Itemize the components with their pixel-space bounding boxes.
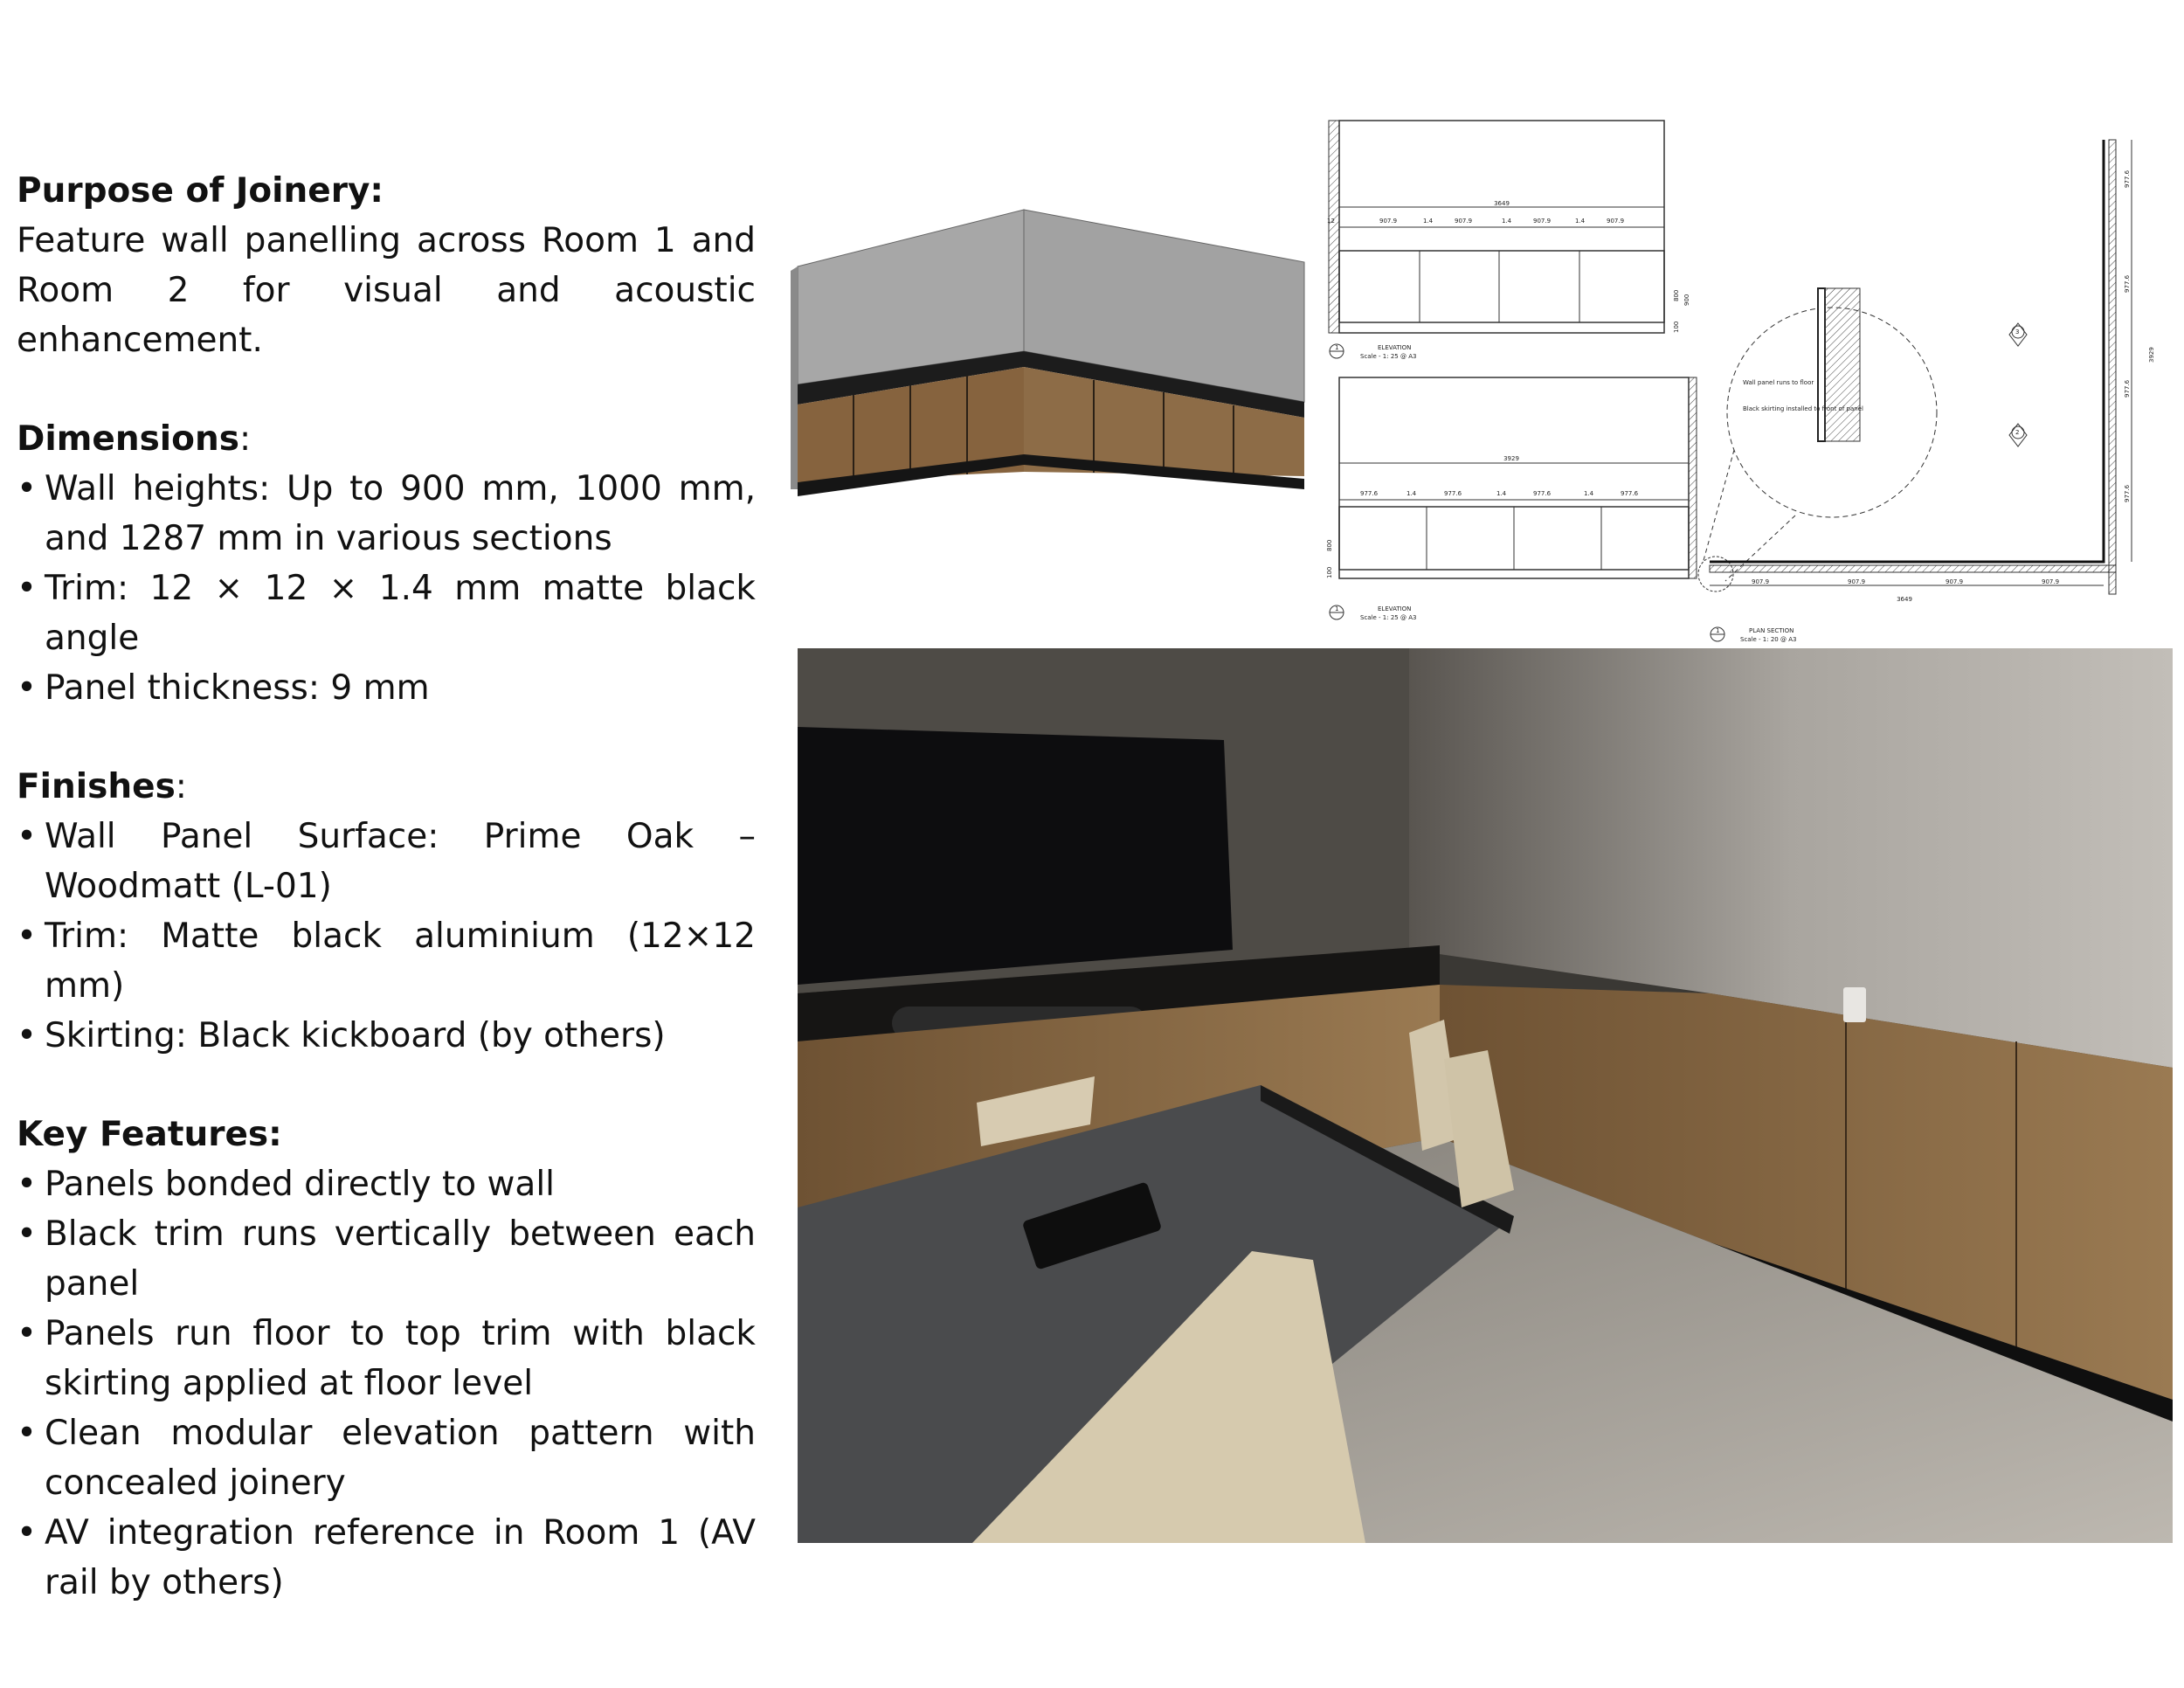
dimensions-heading-line: Dimensions: xyxy=(17,419,252,459)
module-dim: 977.6 xyxy=(2124,484,2131,502)
wall-hatch xyxy=(1329,121,1339,333)
module-dims xyxy=(1360,490,1639,497)
height-dim: 900 xyxy=(1683,294,1690,306)
height-dim: 100 xyxy=(1673,321,1680,333)
list-item: • Trim: Matte black aluminium (12×12 mm) xyxy=(17,911,756,1011)
wall-section xyxy=(1825,288,1860,441)
module-dim: 907.9 xyxy=(1946,578,1964,585)
module-dim: 977.6 xyxy=(1444,490,1462,497)
features-heading: Key Features: xyxy=(17,1115,282,1154)
module-dim: 977.6 xyxy=(2124,274,2131,293)
module-dim: 977.6 xyxy=(1533,490,1552,497)
view-title: ELEVATION xyxy=(1378,605,1412,612)
module-dim: 907.9 xyxy=(1607,218,1625,225)
overall-dim: 3649 xyxy=(1494,200,1510,207)
overall-dim: 3929 xyxy=(1503,455,1519,462)
detail-bubble xyxy=(1703,288,1937,581)
list-item: • Clean modular elevation pattern with concealed joinery xyxy=(17,1408,756,1508)
module-dims xyxy=(1379,218,1624,225)
module-dim: 907.9 xyxy=(2042,578,2060,585)
plan-right-dims xyxy=(2124,169,2131,502)
detail-note: Black skirting installed to front of panel xyxy=(1743,405,1863,412)
left-wall-edge xyxy=(791,266,798,489)
module-dim: 1.4 xyxy=(1584,490,1594,497)
module-dim: 1.4 xyxy=(1575,218,1586,225)
panel-row xyxy=(1339,251,1664,322)
module-dim: 907.9 xyxy=(1752,578,1770,585)
section-marker-2 xyxy=(2009,424,2027,446)
list-item: • Panels bonded directly to wall xyxy=(17,1159,756,1209)
list-item: • AV integration reference in Room 1 (AV rail by others) xyxy=(17,1508,756,1608)
module-dim: 907.9 xyxy=(1455,218,1473,225)
wall-tv xyxy=(798,727,1233,985)
marker-label: 2 xyxy=(2015,429,2020,436)
purpose-text: Feature wall panelling across Room 1 and Room 2 for visual and acoustic enhancement. xyxy=(17,221,756,360)
module-dim: 1.4 xyxy=(1496,490,1507,497)
plan-bottom-dims xyxy=(1752,578,2059,585)
view-tag: 1 xyxy=(1335,344,1339,351)
view-title: ELEVATION xyxy=(1378,344,1412,351)
list-item: • Skirting: Black kickboard (by others) xyxy=(17,1011,756,1061)
side-dim: 12 xyxy=(1327,218,1335,225)
height-dim: 100 xyxy=(1326,566,1333,578)
dimensions-heading: Dimensions xyxy=(17,419,239,459)
finishes-list xyxy=(17,812,756,1061)
view-tag: 1 xyxy=(1716,627,1720,634)
module-dim: 907.9 xyxy=(1533,218,1552,225)
view-title: PLAN SECTION xyxy=(1749,627,1794,634)
list-item: • Wall Panel Surface: Prime Oak – Woodmatt (L-01) xyxy=(17,812,756,911)
leader-line xyxy=(1703,450,1734,564)
finishes-heading-line: Finishes: xyxy=(17,767,187,806)
list-item: • Black trim runs vertically between each panel xyxy=(17,1209,756,1309)
module-dim: 907.9 xyxy=(1848,578,1866,585)
list-item: • Panel thickness: 9 mm xyxy=(17,663,756,713)
features-section xyxy=(17,1110,756,1608)
finishes-heading: Finishes xyxy=(17,767,176,806)
purpose-section xyxy=(17,166,756,365)
view-scale: Scale - 1: 20 @ A3 xyxy=(1740,636,1797,643)
finishes-section xyxy=(17,762,756,1061)
technical-drawings xyxy=(1324,118,2184,647)
meeting-room-photo xyxy=(798,648,2173,1543)
elevation-bottom xyxy=(1326,377,1733,621)
plan-overall-dim: 3929 xyxy=(2148,347,2155,363)
detail-note: Wall panel runs to floor xyxy=(1743,379,1814,386)
module-dim: 1.4 xyxy=(1423,218,1434,225)
plan-wall-bottom xyxy=(1710,565,2116,572)
marker-label: 3 xyxy=(2015,329,2020,336)
wall-hatch xyxy=(1689,377,1697,578)
view-scale: Scale - 1: 25 @ A3 xyxy=(1360,614,1417,621)
purpose-heading: Purpose of Joinery: xyxy=(17,171,384,211)
module-dim: 907.9 xyxy=(1379,218,1398,225)
module-dim: 977.6 xyxy=(2124,379,2131,398)
view-scale: Scale - 1: 25 @ A3 xyxy=(1360,353,1417,360)
module-dim: 977.6 xyxy=(1360,490,1379,497)
list-item: • Trim: 12 × 12 × 1.4 mm matte black angle xyxy=(17,564,756,663)
list-item: • Wall heights: Up to 900 mm, 1000 mm, and 1287 mm in various sections xyxy=(17,464,756,564)
height-dim: 800 xyxy=(1326,539,1333,551)
wall-switch xyxy=(1843,987,1866,1022)
dimensions-section xyxy=(17,414,756,713)
section-marker-3 xyxy=(2009,323,2027,346)
dimensions-list xyxy=(17,464,756,713)
3d-wall-render xyxy=(791,201,1306,498)
height-dim: 800 xyxy=(1673,289,1680,301)
features-list xyxy=(17,1159,756,1608)
module-dim: 1.4 xyxy=(1502,218,1512,225)
plan-overall-dim: 3649 xyxy=(1897,596,1912,603)
module-dim: 1.4 xyxy=(1406,490,1417,497)
elevation-top xyxy=(1327,121,1690,360)
spec-text-column xyxy=(17,166,756,1657)
view-tag: 1 xyxy=(1335,605,1339,612)
module-dim: 977.6 xyxy=(1621,490,1639,497)
panel-section xyxy=(1818,288,1825,441)
module-dim: 977.6 xyxy=(2124,169,2131,188)
list-item: • Panels run floor to top trim with black skirting applied at floor level xyxy=(17,1309,756,1408)
plan-wall-right xyxy=(2109,140,2116,594)
